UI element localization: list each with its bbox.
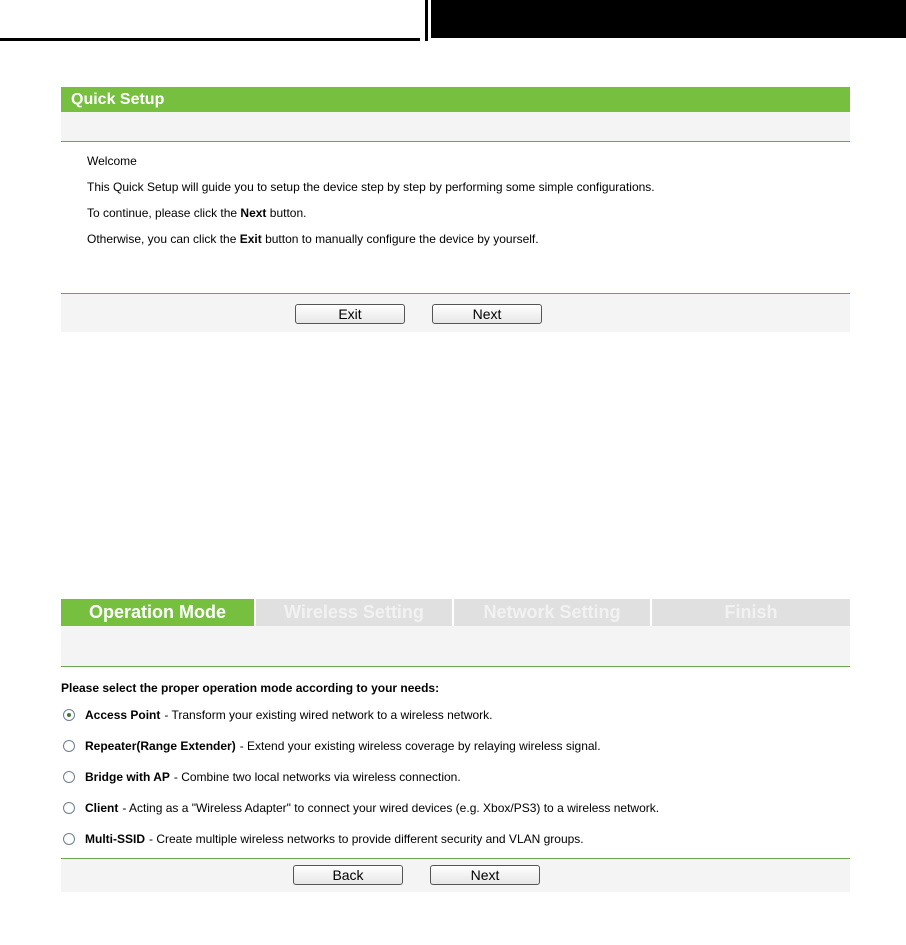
intro-text: This Quick Setup will guide you to setup the device step by step by performing some simple configurations.: [87, 180, 655, 194]
step-finish: Finish: [650, 599, 850, 626]
option-repeater[interactable]: [61, 739, 850, 753]
quick-setup-button-bar: [61, 294, 850, 332]
option-bridge-with-ap[interactable]: [61, 770, 850, 784]
quick-setup-title: Quick Setup: [61, 87, 850, 112]
option-client[interactable]: [61, 801, 850, 815]
option-title: Access Point: [85, 708, 161, 722]
option-multi-ssid[interactable]: [61, 832, 850, 846]
continue-text: To continue, please click the Next button.: [87, 206, 307, 220]
radio-multi-ssid[interactable]: [63, 833, 75, 845]
header-separator: [425, 0, 428, 41]
wizard-steps: [61, 599, 850, 626]
step-operation-mode: Operation Mode: [61, 599, 254, 626]
operation-mode-body: [61, 667, 850, 859]
next-button[interactable]: Next: [432, 304, 542, 324]
option-desc: - Acting as a "Wireless Adapter" to connect your wired devices (e.g. Xbox/PS3) to a wireless network.: [122, 801, 660, 815]
option-title: Repeater(Range Extender): [85, 739, 236, 753]
exit-button[interactable]: Exit: [295, 304, 405, 324]
radio-repeater[interactable]: [63, 740, 75, 752]
quick-setup-body: [61, 142, 850, 294]
option-access-point[interactable]: [61, 708, 850, 722]
header-black-bar: [431, 0, 906, 38]
welcome-heading: Welcome: [87, 154, 137, 168]
option-title: Multi-SSID: [85, 832, 145, 846]
operation-mode-question: Please select the proper operation mode according to your needs:: [61, 681, 440, 695]
operation-mode-panel: [61, 599, 850, 892]
header-rule: [0, 38, 420, 41]
step-wireless-setting: Wireless Setting: [254, 599, 452, 626]
exit-text: Otherwise, you can click the Exit button to manually configure the device by yourself.: [87, 232, 539, 246]
option-title: Client: [85, 801, 119, 815]
operation-mode-strip: [61, 626, 850, 667]
back-button[interactable]: Back: [293, 865, 403, 885]
option-desc: - Combine two local networks via wireless connection.: [173, 770, 461, 784]
operation-mode-button-bar: [61, 859, 850, 892]
radio-client[interactable]: [63, 802, 75, 814]
next-button[interactable]: Next: [430, 865, 540, 885]
option-desc: - Extend your existing wireless coverage by relaying wireless signal.: [239, 739, 601, 753]
radio-bridge-with-ap[interactable]: [63, 771, 75, 783]
radio-access-point[interactable]: [63, 709, 75, 721]
quick-setup-strip: [61, 112, 850, 142]
option-desc: - Transform your existing wired network to a wireless network.: [164, 708, 493, 722]
quick-setup-panel: [61, 87, 850, 332]
option-title: Bridge with AP: [85, 770, 170, 784]
option-desc: - Create multiple wireless networks to provide different security and VLAN groups.: [149, 832, 584, 846]
step-network-setting: Network Setting: [452, 599, 650, 626]
